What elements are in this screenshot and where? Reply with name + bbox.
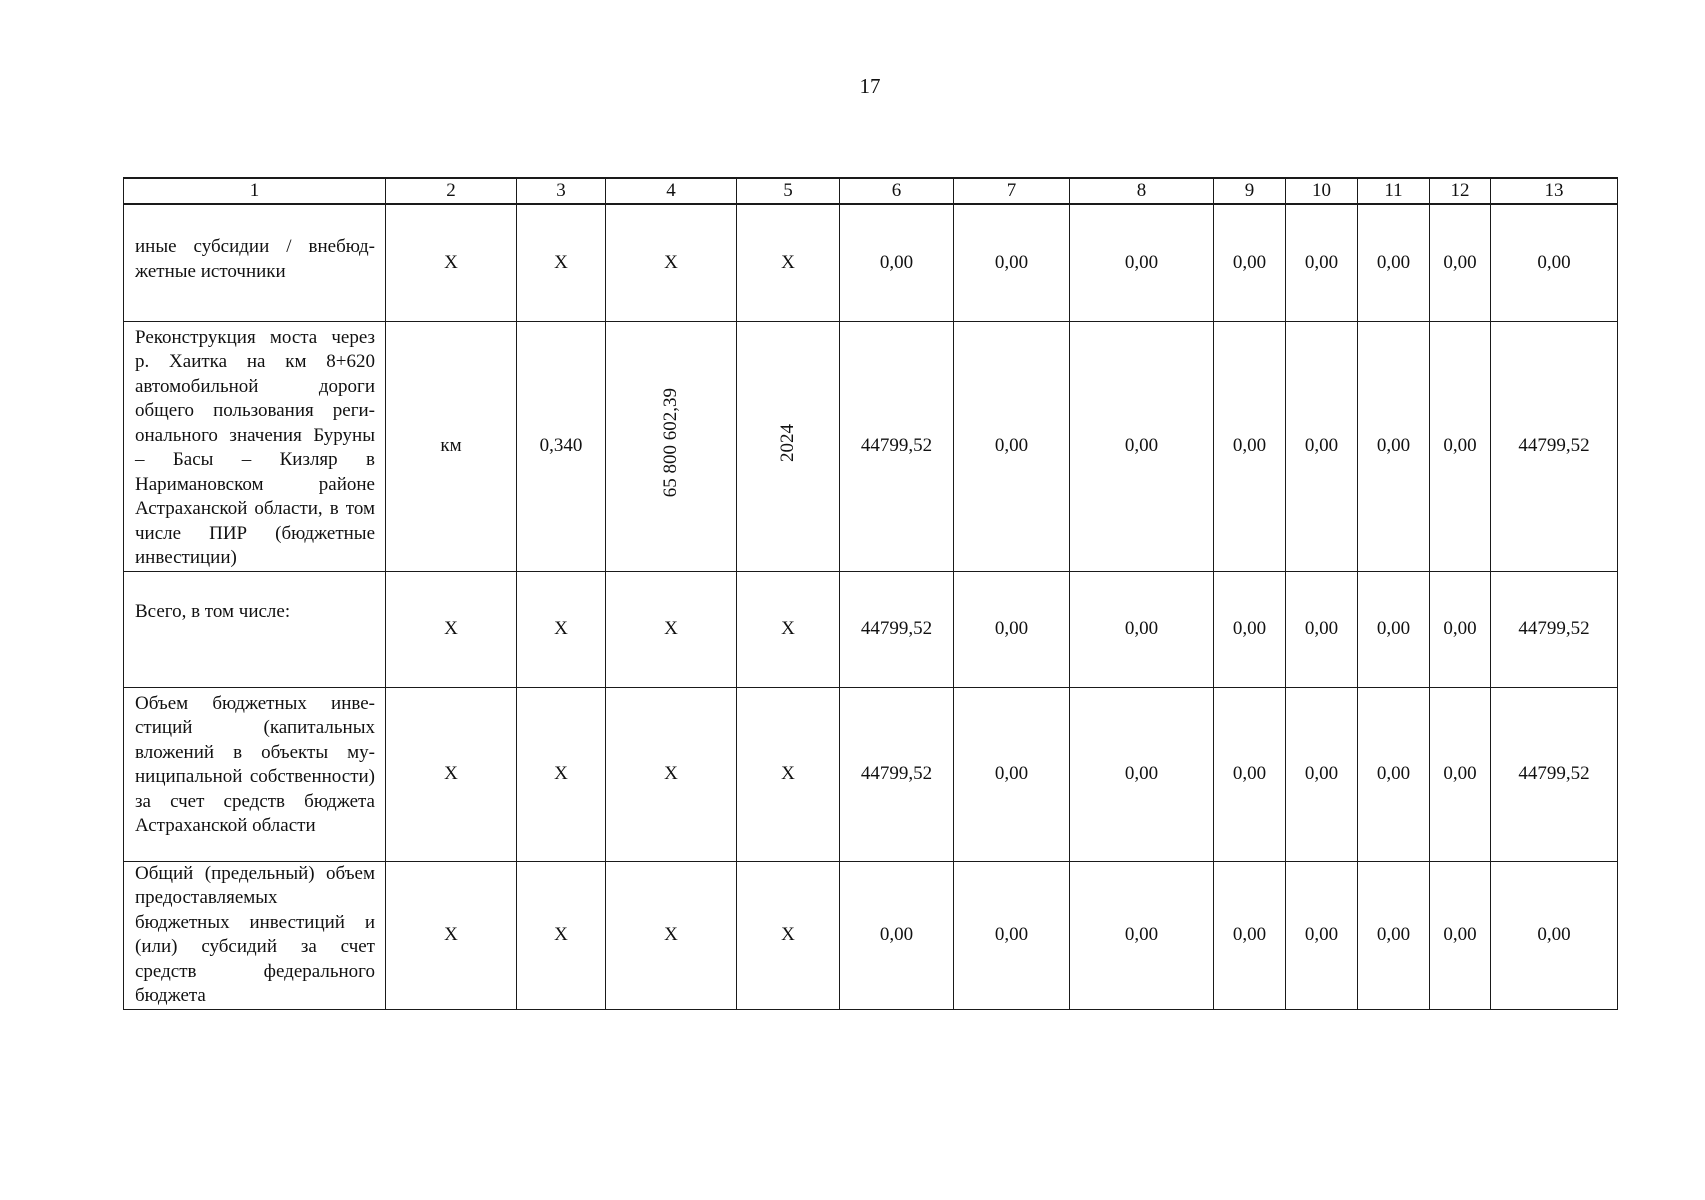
table-cell: Х	[517, 861, 606, 1009]
table-cell: 0,00	[954, 687, 1070, 861]
table-cell: 0,00	[840, 861, 954, 1009]
table-cell: Х	[517, 687, 606, 861]
table-cell: Х	[606, 861, 737, 1009]
table-cell: Х	[517, 571, 606, 687]
table-cell: км	[386, 321, 517, 571]
header-cell: 5	[737, 178, 840, 204]
header-cell: 11	[1358, 178, 1430, 204]
table-cell-vertical	[737, 321, 840, 571]
table-cell: 44799,52	[1491, 687, 1618, 861]
row-name-cell: Объем бюджетных инвестиций (капитальных вложений в объекты муниципальной собственности) за счет средств бюджета Астраханской области	[124, 687, 386, 861]
table-row	[124, 204, 1618, 321]
table-row	[124, 687, 1618, 861]
header-cell: 4	[606, 178, 737, 204]
table-cell: 0,00	[1070, 321, 1214, 571]
table-cell: Х	[606, 204, 737, 321]
header-cell: 8	[1070, 178, 1214, 204]
table-cell: 0,00	[1430, 687, 1491, 861]
table-cell: 0,00	[954, 861, 1070, 1009]
table-row	[124, 861, 1618, 1009]
table-cell: 0,00	[1070, 861, 1214, 1009]
header-cell: 12	[1430, 178, 1491, 204]
table-cell: Х	[386, 861, 517, 1009]
table-cell: 0,00	[1358, 321, 1430, 571]
budget-table	[123, 177, 1618, 1010]
table-cell: 44799,52	[1491, 571, 1618, 687]
table-cell: Х	[386, 571, 517, 687]
header-cell: 7	[954, 178, 1070, 204]
header-cell: 9	[1214, 178, 1286, 204]
header-cell: 2	[386, 178, 517, 204]
table-cell: Х	[606, 571, 737, 687]
table-cell: 0,00	[1286, 204, 1358, 321]
header-cell: 10	[1286, 178, 1358, 204]
table-cell: 0,00	[1358, 204, 1430, 321]
table-cell: Х	[606, 687, 737, 861]
table-cell: 0,00	[1286, 687, 1358, 861]
row-name-cell: Всего, в том числе:	[124, 571, 386, 687]
table-cell: 0,00	[1214, 571, 1286, 687]
table-cell: 44799,52	[840, 687, 954, 861]
table-header-row	[124, 178, 1618, 204]
table-cell: 44799,52	[840, 571, 954, 687]
table-cell: Х	[737, 687, 840, 861]
table-cell: 0,00	[1214, 687, 1286, 861]
table-cell: 0,00	[954, 571, 1070, 687]
table-cell: 44799,52	[840, 321, 954, 571]
table-cell: 0,00	[1070, 204, 1214, 321]
table-cell: 0,00	[1430, 861, 1491, 1009]
table-cell: 0,00	[1286, 571, 1358, 687]
page-number: 17	[859, 74, 881, 98]
table-cell: 0,00	[1491, 861, 1618, 1009]
table-cell: 0,00	[1358, 687, 1430, 861]
table-cell: 44799,52	[1491, 321, 1618, 571]
row-name-cell: иные субсидии / внебюджетные источники	[124, 204, 386, 321]
table-cell: 0,00	[954, 204, 1070, 321]
table-cell: 0,00	[1358, 571, 1430, 687]
table-cell: Х	[386, 687, 517, 861]
header-cell: 13	[1491, 178, 1618, 204]
row-name-cell: Общий (предельный) объем предоставляемых бюджетных инвестиций и (или) субсидий за счет средств федерального бюджета	[124, 861, 386, 1009]
table-cell: 0,00	[1430, 321, 1491, 571]
table-cell: 0,00	[1286, 321, 1358, 571]
header-cell: 6	[840, 178, 954, 204]
row-name-cell: Реконструкция моста через р. Хаитка на км 8+620 автомобильной дороги общего пользования регионального значения Буруны – Басы – Кизляр в Наримановском районе Астраханской области, в том числе ПИР (бюджетные инвестиции)	[124, 321, 386, 571]
table-cell-vertical	[606, 321, 737, 571]
table-cell: 0,00	[1070, 687, 1214, 861]
vertical-text: 65 800 602,39	[660, 387, 681, 498]
table-cell: Х	[737, 204, 840, 321]
table-cell: 0,00	[1214, 861, 1286, 1009]
table-cell: 0,00	[1358, 861, 1430, 1009]
table-cell: 0,00	[954, 321, 1070, 571]
header-cell: 3	[517, 178, 606, 204]
table-cell: 0,00	[1214, 321, 1286, 571]
table-cell: Х	[737, 571, 840, 687]
table-cell: 0,00	[1430, 204, 1491, 321]
vertical-text: 2024	[777, 423, 798, 462]
table-cell: 0,00	[1286, 861, 1358, 1009]
table-row	[124, 321, 1618, 571]
table-cell: Х	[737, 861, 840, 1009]
table-cell: 0,00	[1491, 204, 1618, 321]
table-cell: 0,00	[1214, 204, 1286, 321]
table-cell: 0,00	[1430, 571, 1491, 687]
header-cell: 1	[124, 178, 386, 204]
table-cell: Х	[386, 204, 517, 321]
table-row	[124, 571, 1618, 687]
table-cell: 0,00	[840, 204, 954, 321]
table-cell: 0,00	[1070, 571, 1214, 687]
table-cell: 0,340	[517, 321, 606, 571]
table-cell: Х	[517, 204, 606, 321]
